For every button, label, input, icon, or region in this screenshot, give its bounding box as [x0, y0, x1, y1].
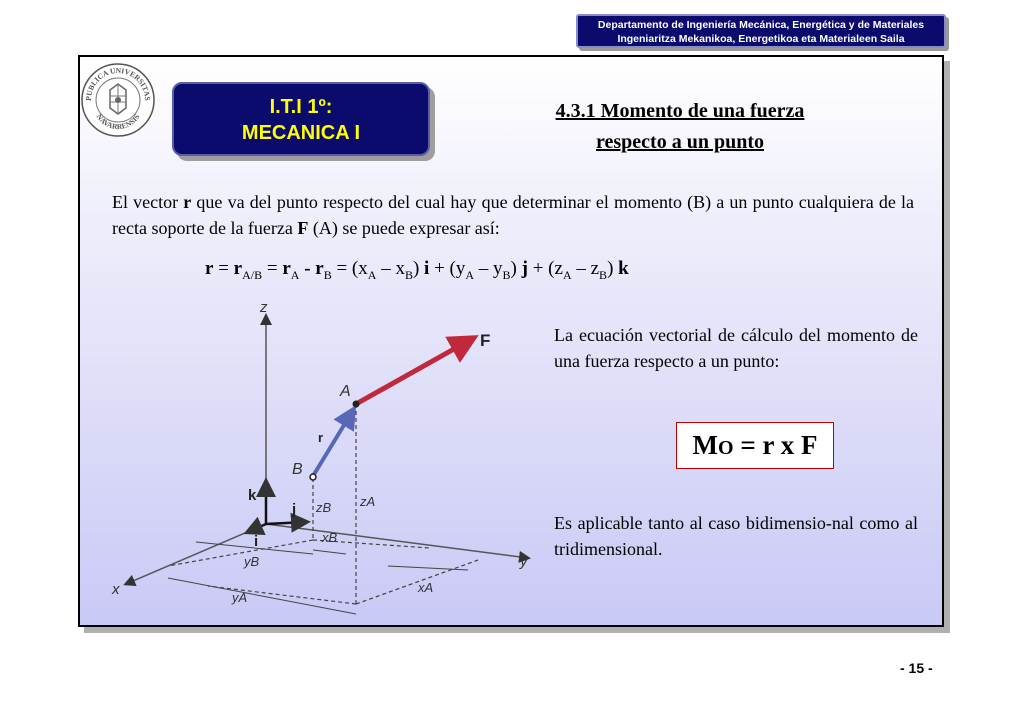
- section-title: [495, 96, 865, 158]
- page-number: - 15 -: [900, 660, 933, 676]
- label-zA: zA: [360, 494, 376, 509]
- point-A: [353, 401, 360, 408]
- unit-vector-j: [266, 522, 306, 524]
- course-line-1: I.T.I 1º:: [269, 96, 333, 118]
- label-i: i: [254, 533, 259, 550]
- label-z: z: [260, 299, 268, 316]
- label-yA: yA: [232, 590, 248, 605]
- svg-text:NAVARRENSIS: NAVARRENSIS: [94, 112, 142, 132]
- label-y: y: [520, 553, 528, 570]
- force-vector-F: [356, 340, 470, 404]
- label-B: B: [292, 461, 303, 478]
- position-vector-formula: $r = r_{A/B} = r_A - r_B = (x_A - x_B) i + (y_A - y_B) j + (z_A - z_B)$ k: [205, 258, 629, 282]
- intro-text-1: El vector: [112, 192, 184, 212]
- moment-description: La ecuación vectorial de cálculo del momento de una fuerza respecto a un punto:: [554, 325, 918, 371]
- intro-paragraph: [112, 189, 914, 241]
- intro-text-2: que va del punto respecto del cual hay que determinar el momento (B) a un punto cualquiera de la recta soporte de la fuerza: [112, 192, 914, 238]
- label-x: x: [112, 581, 120, 598]
- department-name-basque: Ingeniaritza Mekanikoa, Energetikoa eta Materialeen Saila: [617, 33, 905, 45]
- point-B: [310, 474, 316, 480]
- label-xA: xA: [418, 580, 434, 595]
- label-r: r: [318, 430, 324, 445]
- intro-text-3: (A) se puede expresar así:: [308, 218, 500, 238]
- svg-text:PUBLICA UNIVERSITAS: PUBLICA UNIVERSITAS: [83, 65, 153, 101]
- applicability-paragraph: Es aplicable tanto al caso bidimensio-nal como al tridimensional.: [554, 513, 918, 559]
- label-zB: zB: [316, 500, 332, 515]
- label-A: A: [340, 383, 351, 400]
- moment-symbol-M: M: [692, 430, 719, 460]
- vector-r-symbol: r: [183, 192, 192, 212]
- label-yB: yB: [244, 554, 260, 569]
- moment-equation-rest: = r x F: [733, 430, 818, 460]
- section-title-line-1: 4.3.1 Momento de una fuerza: [555, 100, 805, 122]
- department-name-spanish: Departamento de Ingeniería Mecánica, Energética y de Materiales: [597, 19, 925, 31]
- course-label: [172, 82, 430, 156]
- label-j: j: [292, 501, 297, 518]
- department-banner: [576, 14, 946, 48]
- label-k: k: [248, 487, 257, 504]
- label-F: F: [480, 331, 491, 350]
- unit-vector-i: [248, 524, 266, 532]
- university-seal-logo: [80, 62, 156, 138]
- section-title-line-2: respecto a un punto: [596, 131, 764, 153]
- vector-diagram: [108, 296, 540, 616]
- label-xB: xB: [322, 530, 338, 545]
- course-line-2: MECANICA I: [241, 122, 361, 144]
- moment-subscript-O: O: [718, 437, 734, 459]
- moment-equation-box: [676, 422, 834, 469]
- force-F-symbol: F: [297, 218, 309, 238]
